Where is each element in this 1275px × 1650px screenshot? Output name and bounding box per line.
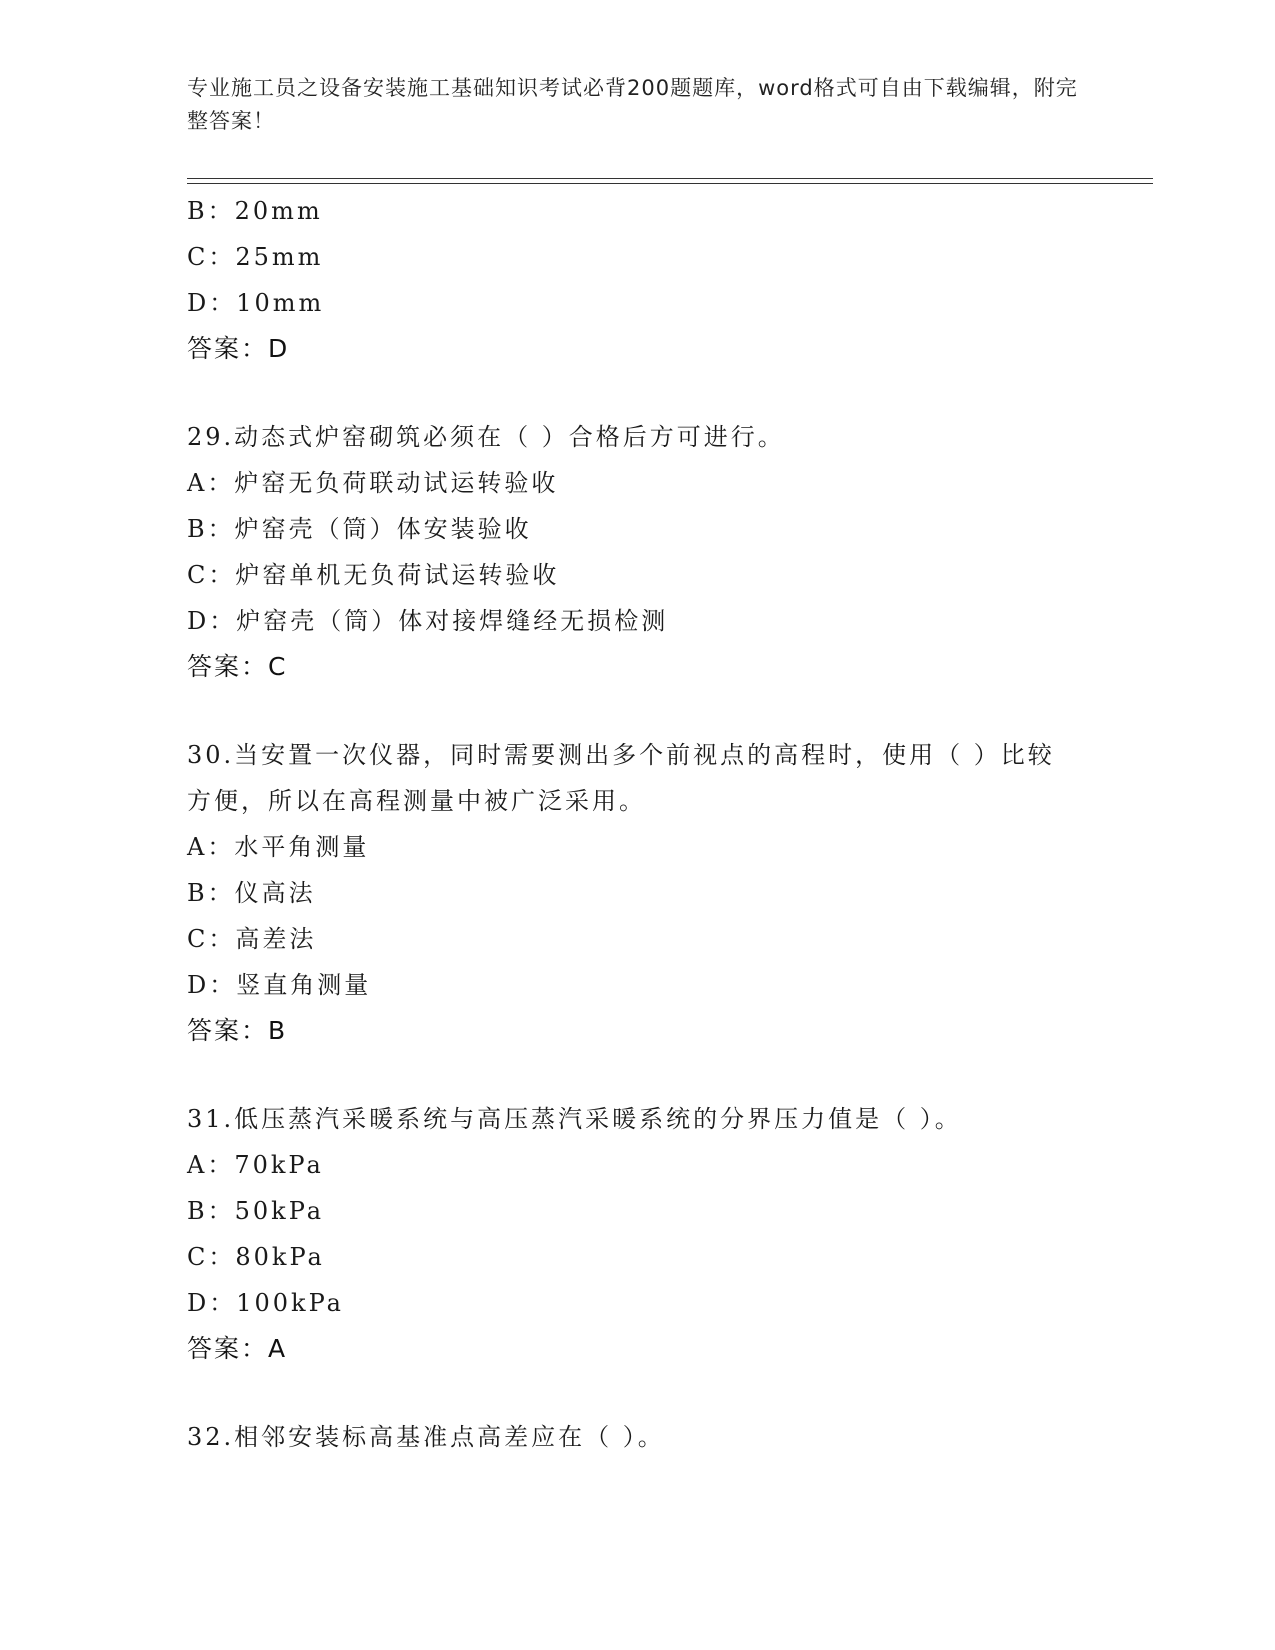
option-a: A：70kPa xyxy=(187,1151,324,1179)
answer-line: 答案：B xyxy=(187,1016,288,1045)
option-a: A：炉窑无负荷联动试运转验收 xyxy=(187,469,559,497)
question-32 xyxy=(187,1414,1153,1460)
answer-line: 答案：A xyxy=(187,1334,288,1363)
spacer xyxy=(187,1054,1153,1096)
question-29 xyxy=(187,414,1153,690)
question-text: 32.相邻安装标高基准点高差应在（ ）。 xyxy=(187,1423,665,1451)
option-c: C：高差法 xyxy=(187,925,317,953)
option-d: D：10mm xyxy=(187,289,325,317)
option-b: B：50kPa xyxy=(187,1197,325,1225)
spacer xyxy=(187,1372,1153,1414)
option-c: C：炉窑单机无负荷试运转验收 xyxy=(187,561,560,589)
answer-line: 答案：D xyxy=(187,334,290,363)
option-a: A：水平角测量 xyxy=(187,833,370,861)
option-c: C：25mm xyxy=(187,243,324,271)
option-d: D：炉窑壳（筒）体对接焊缝经无损检测 xyxy=(187,607,669,635)
question-30 xyxy=(187,732,1153,1054)
option-d: D：100kPa xyxy=(187,1289,344,1317)
option-d: D：竖直角测量 xyxy=(187,971,372,999)
option-c: C：80kPa xyxy=(187,1243,325,1271)
option-b: B：20mm xyxy=(187,197,323,225)
option-b: B：仪高法 xyxy=(187,879,316,907)
spacer xyxy=(187,690,1153,732)
spacer xyxy=(187,372,1153,414)
partial-question xyxy=(187,188,1153,372)
document-header: 专业施工员之设备安装施工基础知识考试必背200题题库，word格式可自由下载编辑，附完整答案！ xyxy=(187,76,1078,133)
document-content xyxy=(187,188,1153,1460)
question-text: 30.当安置一次仪器，同时需要测出多个前视点的高程时，使用（ ）比较方便，所以在高程测量中被广泛采用。 xyxy=(187,741,1055,815)
header-divider-top xyxy=(187,178,1153,179)
answer-line: 答案：C xyxy=(187,652,288,681)
question-31 xyxy=(187,1096,1153,1372)
question-text: 31.低压蒸汽采暖系统与高压蒸汽采暖系统的分界压力值是（ ）。 xyxy=(187,1105,962,1133)
option-b: B：炉窑壳（筒）体安装验收 xyxy=(187,515,532,543)
header-divider-bottom xyxy=(187,183,1153,184)
question-text: 29.动态式炉窑砌筑必须在（ ）合格后方可进行。 xyxy=(187,423,785,451)
